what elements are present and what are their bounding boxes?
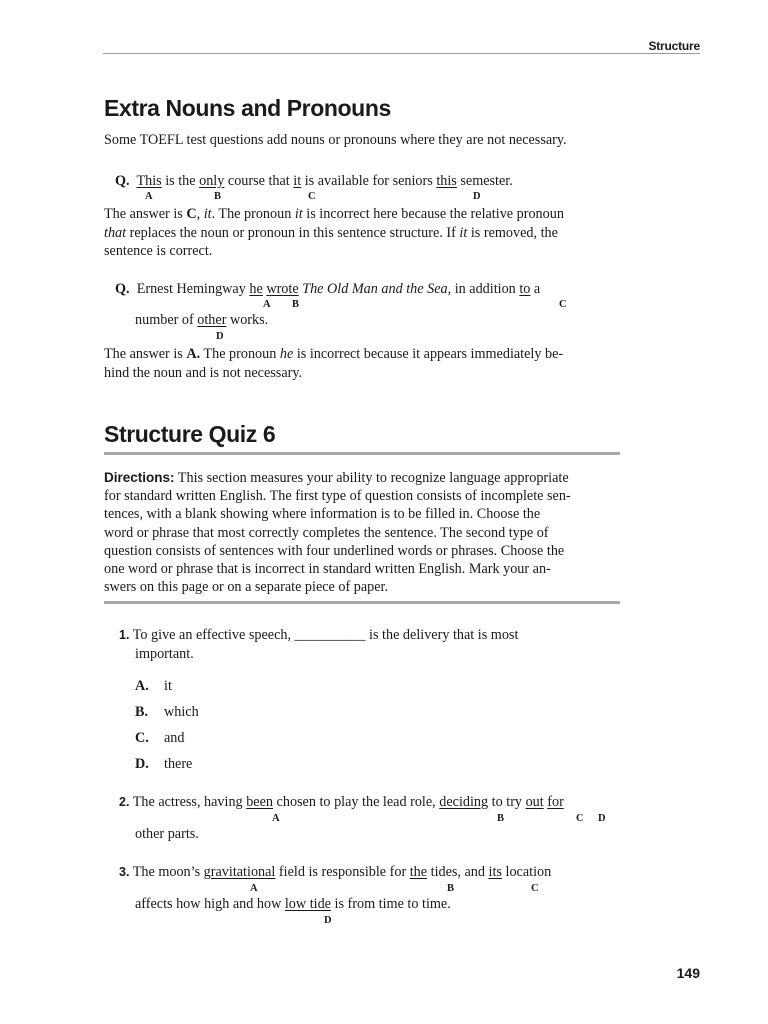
question-2-label-a: A	[272, 813, 280, 824]
example2-label-c: C	[559, 299, 567, 310]
question-1-option-a[interactable]: A. it	[135, 678, 172, 694]
question-3-label-c: C	[531, 883, 539, 894]
question-3-label-d: D	[324, 915, 332, 926]
question-2-label-c: C	[576, 813, 584, 824]
question-2-line2: other parts.	[135, 826, 199, 842]
question-2-line1: 2. The actress, having been chosen to play the lead role, deciding to try out for	[119, 794, 564, 810]
question-1-line1: 1. To give an effective speech, __________ is the delivery that is most	[119, 627, 519, 643]
question-3-line1: 3. The moon’s gravitational field is responsible for the tides, and its location	[119, 864, 552, 880]
example1-answer: The answer is C, it. The pronoun it is incorrect here because the relative pronoun that replaces the noun or pronoun in this sentence structure. If it is removed, the sentence is correct.	[104, 206, 564, 259]
question-1-line2: important.	[135, 646, 194, 662]
directions: Directions: This section measures your ability to recognize language appropriate for standard written English. The first type of question consists of incomplete sen- tences, with a blank showing where information is to be filled in. Choose the word or phrase that most correctly completes the sentence. The second type of question consists of sentences with four underlined words or phrases. Choose the one word or phrase that is incorrect in standard written English. Mark your an- swers on this page or on a separate piece of paper.	[104, 470, 571, 596]
question-1-option-c[interactable]: C. and	[135, 730, 185, 746]
section-title-extra-nouns: Extra Nouns and Pronouns	[104, 95, 391, 121]
example2-question-line2: number of other works.	[135, 312, 269, 328]
question-3-label-b: B	[447, 883, 455, 894]
question-3-label-a: A	[250, 883, 258, 894]
example1-question: Q. This is the only course that it is available for seniors this semester.	[115, 173, 513, 189]
example2-label-d: D	[216, 331, 224, 342]
example2-label-b: B	[292, 299, 300, 310]
section-title-quiz: Structure Quiz 6	[104, 421, 276, 447]
example2-answer: The answer is A. The pronoun he is incorrect because it appears immediately be- hind the noun and is not necessary.	[104, 346, 564, 381]
example1-label-a: A	[145, 191, 153, 202]
quiz-top-rule	[104, 452, 620, 455]
question-1-option-d[interactable]: D. there	[135, 756, 193, 772]
running-head: Structure	[648, 39, 700, 53]
example2-label-a: A	[263, 299, 271, 310]
example1-label-b: B	[214, 191, 222, 202]
page-number: 149	[676, 965, 700, 981]
header-rule	[103, 53, 700, 54]
question-2-label-d: D	[598, 813, 606, 824]
quiz-bottom-rule	[104, 601, 620, 604]
example1-label-c: C	[308, 191, 316, 202]
example1-label-d: D	[473, 191, 481, 202]
question-1-option-b[interactable]: B. which	[135, 704, 199, 720]
section-intro: Some TOEFL test questions add nouns or pronouns where they are not necessary.	[104, 132, 567, 148]
example2-question-line1: Q. Ernest Hemingway he wrote The Old Man and the Sea, in addition to a	[115, 281, 541, 297]
question-3-line2: affects how high and how low tide is from time to time.	[135, 896, 451, 912]
question-2-label-b: B	[497, 813, 505, 824]
